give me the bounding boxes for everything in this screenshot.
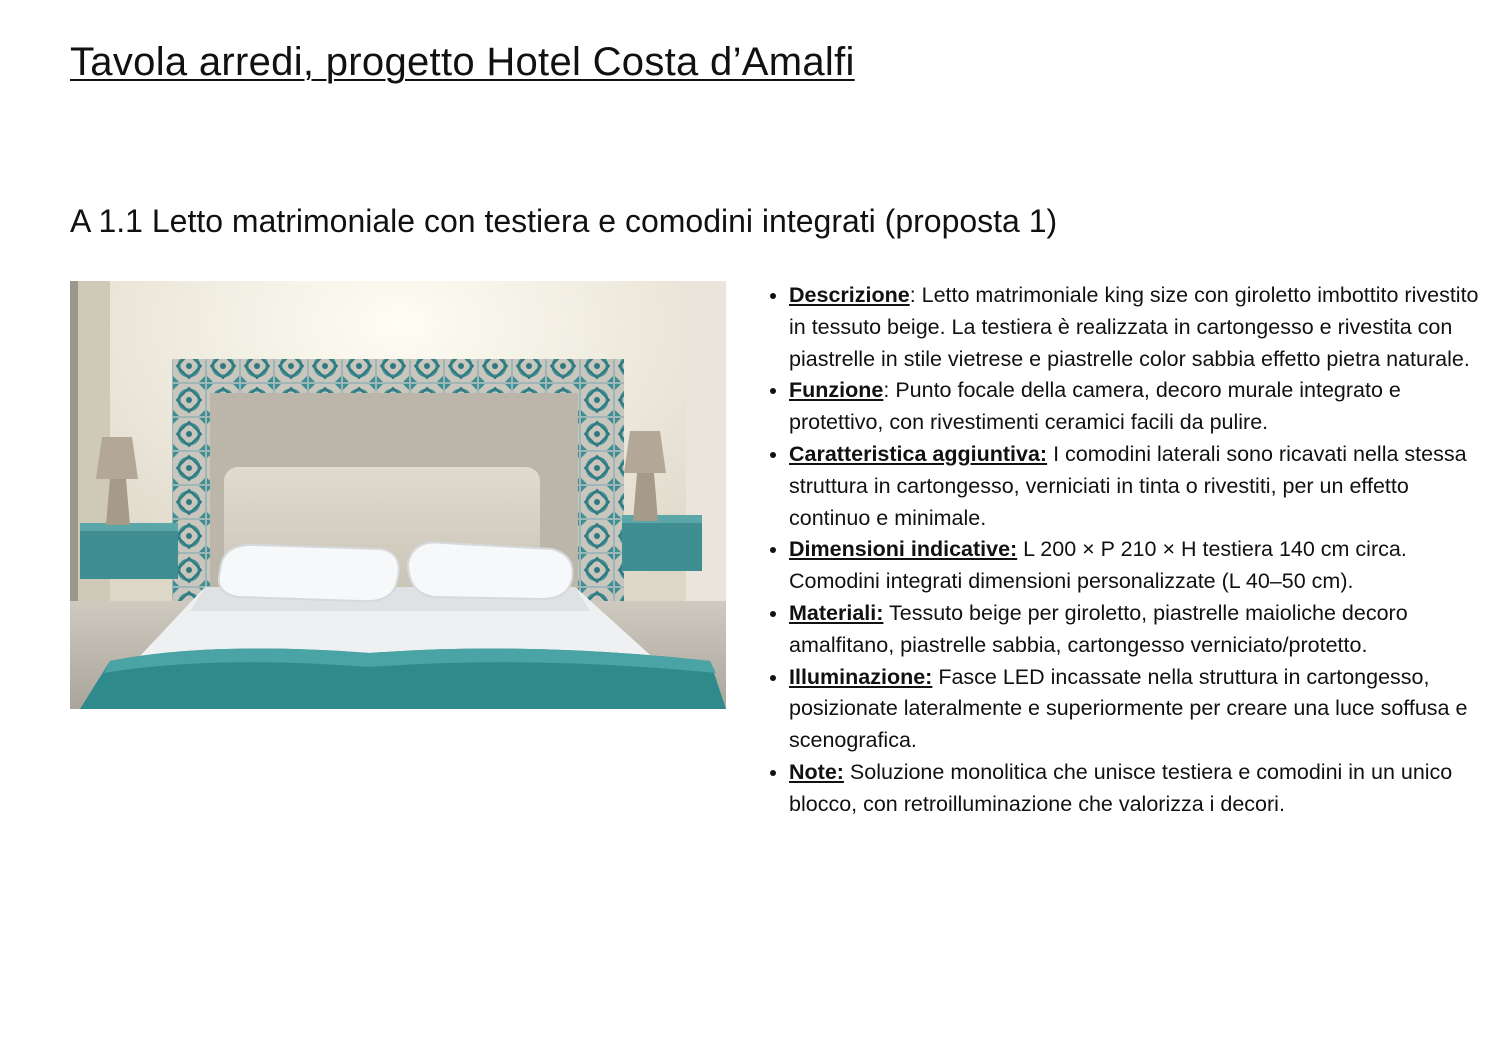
spec-text: I comodini laterali sono ricavati nella stessa struttura in cartongesso, verniciati in tinta o rivestiti, per un effetto continuo e minimale. bbox=[789, 441, 1467, 530]
spec-item-funzione bbox=[789, 375, 1479, 439]
spec-item-illuminazione bbox=[789, 662, 1479, 757]
spec-label: Note: bbox=[789, 759, 844, 784]
spec-text: Punto focale della camera, decoro murale integrato e protettivo, con rivestimenti ceramici facili da pulire. bbox=[789, 378, 1401, 435]
spec-item-caratteristica bbox=[789, 439, 1479, 534]
spec-item-descrizione bbox=[789, 280, 1479, 375]
spec-list bbox=[770, 280, 1479, 821]
spec-label: Dimensioni indicative: bbox=[789, 537, 1018, 562]
spec-label: Illuminazione: bbox=[789, 664, 933, 689]
spec-text: Fasce LED incassate nella struttura in cartongesso, posizionate lateralmente e superiormente per creare una luce soffusa e scenografica. bbox=[789, 664, 1468, 753]
spec-label: Funzione bbox=[789, 378, 884, 403]
page-title: Tavola arredi, progetto Hotel Costa d’Amalfi bbox=[70, 40, 855, 84]
section-title: A 1.1 Letto matrimoniale con testiera e comodini integrati (proposta 1) bbox=[70, 203, 1058, 239]
spec-item-note bbox=[789, 757, 1479, 821]
spec-text: Letto matrimoniale king size con giroletto imbottito rivestito in tessuto beige. La testiera è realizzata in cartongesso e rivestita con piastrelle in stile vietrese e piastrelle color sabbia effetto pietra naturale. bbox=[789, 283, 1479, 371]
spec-label: Descrizione bbox=[789, 283, 910, 307]
spec-text: L 200 × P 210 × H testiera 140 cm circa. Comodini integrati dimensioni personalizzate (L 40–50 cm). bbox=[789, 537, 1407, 594]
spec-label: Caratteristica aggiuntiva: bbox=[789, 441, 1048, 466]
spec-label: Materiali: bbox=[789, 600, 884, 625]
spec-text: Soluzione monolitica che unisce testiera e comodini in un unico blocco, con retroilluminazione che valorizza i decori. bbox=[789, 759, 1453, 816]
spec-item-materiali bbox=[789, 598, 1479, 662]
spec-text: Tessuto beige per giroletto, piastrelle maioliche decoro amalfitano, piastrelle sabbia, cartongesso verniciato/protetto. bbox=[789, 600, 1408, 657]
spec-item-dimensioni bbox=[789, 534, 1479, 598]
spec-separator: : bbox=[883, 378, 896, 403]
spec-separator: : bbox=[909, 283, 922, 307]
bed-render-image bbox=[70, 281, 726, 709]
